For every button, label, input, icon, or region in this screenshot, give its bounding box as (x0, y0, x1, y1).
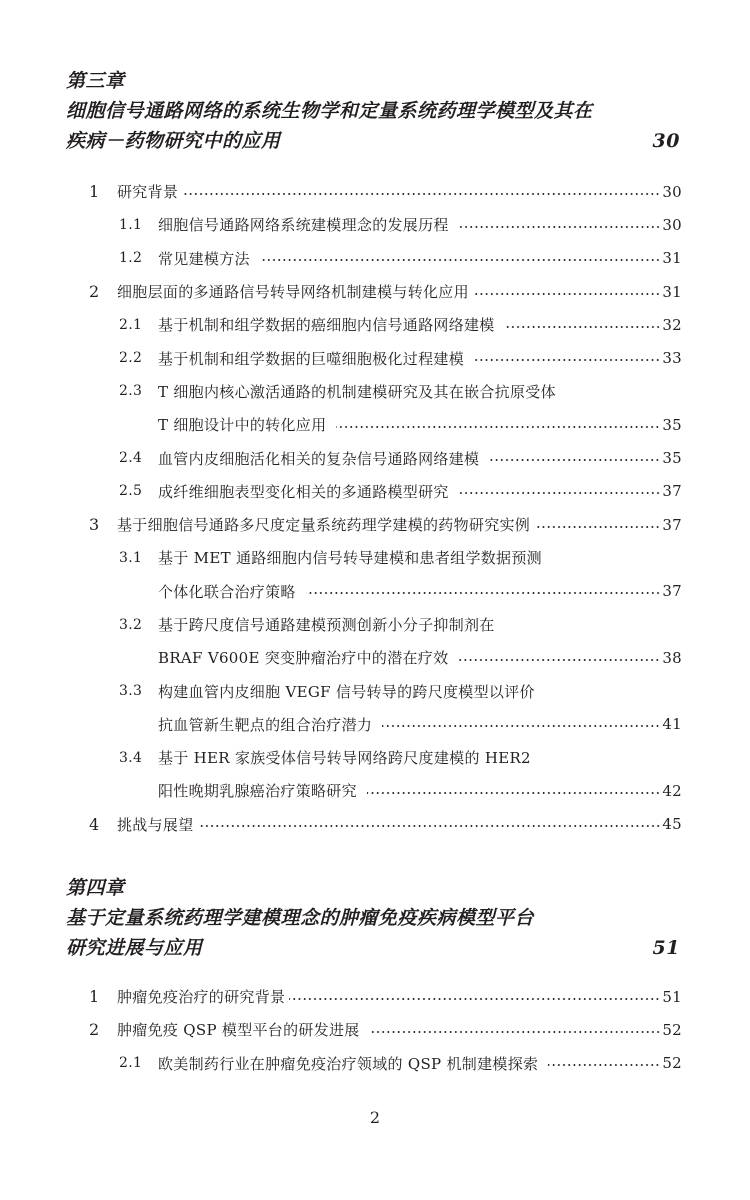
toc-entry[interactable] (0, 608, 750, 641)
toc-entry-page: 32 (662, 315, 682, 334)
chapter-3-title-line1: 细胞信号通路网络的系统生物学和定量系统药理学模型及其在 (66, 100, 593, 122)
toc-entry-number: 3.4 (119, 749, 143, 766)
toc-entry[interactable] (0, 1047, 750, 1080)
toc-entry-page: 45 (662, 815, 682, 834)
toc-entry-number: 1.2 (119, 250, 143, 267)
toc-entry-page: 51 (662, 987, 682, 1006)
chapter-3-label: 第三章 (66, 70, 125, 92)
chapter-3-page: 30 (652, 130, 680, 152)
toc-entry-title-cont: 抗血管新生靶点的组合治疗潜力 (158, 715, 373, 734)
leader-dots (548, 1064, 660, 1066)
toc-entry-page: 42 (662, 781, 682, 800)
toc-entry-title: 构建血管内皮细胞 VEGF 信号转导的跨尺度模型以评价 (158, 682, 535, 701)
leader-dots (458, 659, 660, 661)
toc-entry-title: 成纤维细胞表型变化相关的多通路模型研究 (158, 482, 449, 501)
toc-entry-title: T 细胞内核心激活通路的机制建模研究及其在嵌合抗原受体 (158, 382, 556, 401)
chapter-4-page: 51 (652, 937, 680, 959)
toc-entry-page: 31 (662, 249, 682, 268)
toc-entry-title: 挑战与展望 (117, 815, 194, 834)
toc-entry-title: 研究背景 (117, 183, 179, 202)
chapter-3-heading (66, 68, 682, 156)
toc-entry-page: 52 (662, 1054, 682, 1073)
toc-entry[interactable] (0, 242, 750, 275)
chapter-4-label: 第四章 (66, 877, 125, 899)
toc-entry-number: 2 (89, 1020, 100, 1040)
toc-entry-page: 41 (662, 715, 682, 734)
toc-entry-continuation[interactable] (0, 774, 750, 807)
toc-entry[interactable] (0, 741, 750, 774)
toc-entry-title: 肿瘤免疫治疗的研究背景 (117, 988, 286, 1007)
toc-entry-number: 2.3 (119, 383, 143, 400)
toc-entry-page: 30 (662, 182, 682, 201)
leader-dots (489, 459, 660, 461)
toc-entry[interactable] (0, 1013, 750, 1046)
toc-entry-page: 37 (662, 482, 682, 501)
toc-entry-page: 31 (662, 282, 682, 301)
toc-entry[interactable] (0, 275, 750, 308)
toc-entry-title: 基于跨尺度信号通路建模预测创新小分子抑制剂在 (158, 616, 495, 634)
chapter-4-title-line1: 基于定量系统药理学建模理念的肿瘤免疫疾病模型平台 (66, 907, 535, 929)
leader-dots (459, 492, 661, 494)
leader-dots (367, 792, 660, 794)
toc-entry-title: 肿瘤免疫 QSP 模型平台的研发进展 (117, 1021, 360, 1040)
page-number: 2 (369, 1108, 381, 1127)
toc-entry[interactable] (0, 674, 750, 707)
toc-entry[interactable] (0, 341, 750, 374)
toc-entry-page: 35 (662, 415, 682, 434)
chapter-4-title-line2: 研究进展与应用 (66, 937, 203, 959)
toc-entry-page: 33 (662, 349, 682, 368)
toc-entry-number: 4 (89, 814, 100, 834)
toc-entry-title: 基于 HER 家族受体信号转导网络跨尺度建模的 HER2 (158, 749, 531, 768)
toc-entry-title: 常见建模方法 (158, 249, 250, 268)
toc-entry-continuation[interactable] (0, 408, 750, 441)
toc-entry-number: 3.1 (119, 549, 143, 566)
toc-entry-number: 2.1 (119, 316, 143, 333)
toc-entry-number: 2.5 (119, 483, 143, 500)
toc-entry-title: 细胞信号通路网络系统建模理念的发展历程 (158, 216, 449, 235)
toc-entry-title: 细胞层面的多通路信号转导网络机制建模与转化应用 (117, 283, 469, 302)
toc-entry[interactable] (0, 375, 750, 408)
leader-dots (473, 293, 660, 295)
chapter-3-toc (0, 175, 750, 841)
toc-entry-title: 基于 MET 通路细胞内信号转导建模和患者组学数据预测 (158, 549, 542, 568)
leader-dots (289, 998, 660, 1000)
leader-dots (370, 1031, 661, 1033)
toc-entry-continuation[interactable] (0, 641, 750, 674)
chapter-4-heading (66, 875, 682, 963)
toc-entry[interactable] (0, 441, 750, 474)
leader-dots (182, 193, 660, 195)
toc-entry-continuation[interactable] (0, 708, 750, 741)
leader-dots (198, 825, 661, 827)
toc-entry[interactable] (0, 808, 750, 841)
toc-entry-number: 2.1 (119, 1055, 143, 1072)
leader-dots (336, 426, 660, 428)
toc-entry-title-cont: 阳性晚期乳腺癌治疗策略研究 (158, 782, 357, 801)
chapter-3-title-line2-row (66, 126, 682, 156)
toc-entry-continuation[interactable] (0, 575, 750, 608)
toc-entry[interactable] (0, 308, 750, 341)
leader-dots (260, 259, 661, 261)
leader-dots (459, 226, 661, 228)
toc-entry-title: 基于细胞信号通路多尺度定量系统药理学建模的药物研究实例 (117, 516, 531, 535)
toc-entry-page: 30 (662, 215, 682, 234)
toc-entry-number: 2.4 (119, 450, 143, 467)
toc-entry-number: 1.1 (119, 216, 143, 233)
toc-entry-title-cont: T 细胞设计中的转化应用 (158, 416, 327, 435)
leader-dots (505, 326, 661, 328)
toc-entry-number: 2 (89, 282, 100, 302)
toc-entry-page: 38 (662, 648, 682, 667)
toc-entry[interactable] (0, 175, 750, 208)
toc-entry-number: 1 (89, 182, 100, 202)
toc-entry-number: 1 (89, 987, 100, 1007)
chapter-4-title-line2-row (66, 933, 682, 963)
toc-entry-title-cont: 个体化联合治疗策略 (158, 582, 296, 601)
toc-entry[interactable] (0, 541, 750, 574)
toc-entry-number: 3.2 (119, 616, 143, 633)
toc-entry-number: 3.3 (119, 683, 143, 700)
toc-entry-title: 欧美制药行业在肿瘤免疫治疗领域的 QSP 机制建模探索 (158, 1054, 539, 1073)
leader-dots (306, 592, 661, 594)
toc-entry[interactable] (0, 475, 750, 508)
toc-entry-page: 52 (662, 1020, 682, 1039)
toc-entry-title: 基于机制和组学数据的巨噬细胞极化过程建模 (158, 349, 465, 368)
toc-entry[interactable] (0, 980, 750, 1013)
leader-dots (534, 526, 660, 528)
toc-entry-title: 基于机制和组学数据的癌细胞内信号通路网络建模 (158, 316, 495, 335)
toc-entry-page: 37 (662, 582, 682, 601)
toc-entry[interactable] (0, 508, 750, 541)
toc-entry-title-cont: BRAF V600E 突变肿瘤治疗中的潜在疗效 (158, 649, 449, 668)
chapter-4-toc (0, 980, 750, 1080)
toc-entry-number: 2.2 (119, 350, 143, 367)
toc-entry-title: 血管内皮细胞活化相关的复杂信号通路网络建模 (158, 449, 480, 468)
leader-dots (382, 725, 660, 727)
toc-entry-number: 3 (89, 515, 100, 535)
chapter-3-title-line2: 疾病－药物研究中的应用 (66, 130, 281, 152)
toc-entry-page: 35 (662, 449, 682, 468)
toc-entry-page: 37 (662, 515, 682, 534)
toc-entry[interactable] (0, 208, 750, 241)
leader-dots (474, 359, 660, 361)
